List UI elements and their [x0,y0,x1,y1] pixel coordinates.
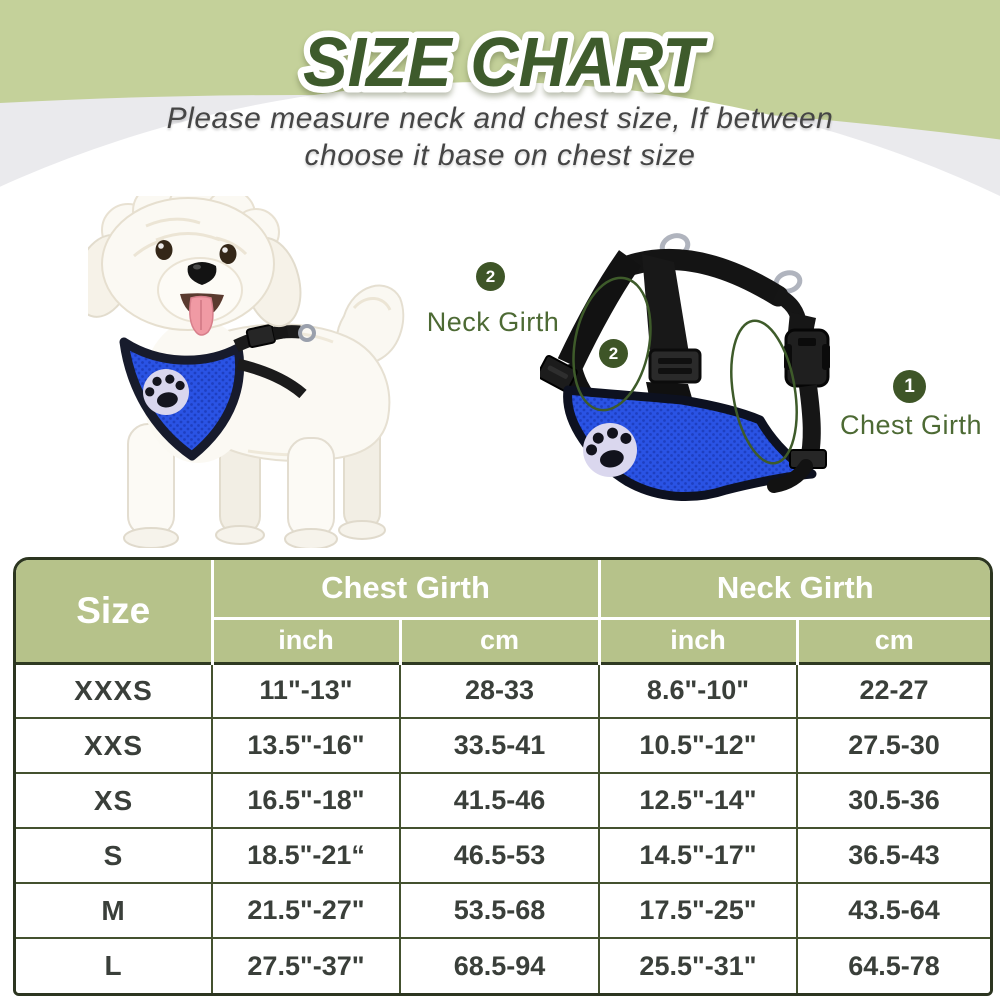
neck-cm-value: 36.5-43 [797,828,990,883]
dog-head [88,196,309,335]
subtitle-line2: choose it base on chest size [304,139,696,172]
neck-girth-badge: 2 [476,262,505,291]
harness-product-photo [540,226,888,526]
neck-girth-group-header: Neck Girth [599,560,990,618]
table-row-xxxs [16,663,990,718]
size-value: L [16,938,212,993]
size-table [13,557,993,996]
size-value: XS [16,773,212,828]
chest-inch-value: 11"-13" [212,663,400,718]
neck-cm-value: 64.5-78 [797,938,990,993]
chest-inch-value: 16.5"-18" [212,773,400,828]
chest-inch-value: 27.5"-37" [212,938,400,993]
chest-cm-value: 68.5-94 [400,938,599,993]
neck-inch-header: inch [599,618,797,663]
size-value: XXXS [16,663,212,718]
neck-inch-value: 25.5"-31" [599,938,797,993]
table-row-l [16,938,990,993]
neck-inch-value: 10.5"-12" [599,718,797,773]
chest-girth-group-header: Chest Girth [212,560,599,618]
chest-cm-value: 53.5-68 [400,883,599,938]
size-value: XXS [16,718,212,773]
chest-inch-header: inch [212,618,400,663]
chest-cm-value: 46.5-53 [400,828,599,883]
dog-eye-left [156,240,173,260]
harness-neck-badge: 2 [599,339,628,368]
neck-cm-value: 43.5-64 [797,883,990,938]
size-value: M [16,883,212,938]
neck-inch-value: 17.5"-25" [599,883,797,938]
dog-eye-right [220,244,237,264]
chest-inch-value: 18.5"-21“ [212,828,400,883]
table-row-xxs [16,718,990,773]
chest-cm-value: 28-33 [400,663,599,718]
neck-girth-label: Neck Girth [426,307,560,337]
neck-inch-value: 8.6"-10" [599,663,797,718]
neck-inch-value: 14.5"-17" [599,828,797,883]
neck-cm-header: cm [797,618,990,663]
chest-cm-header: cm [400,618,599,663]
chest-inch-value: 13.5"-16" [212,718,400,773]
strap-adjuster [650,350,700,382]
chest-inch-value: 21.5"-27" [212,883,400,938]
neck-cm-value: 27.5-30 [797,718,990,773]
subtitle-line1: Please measure neck and chest size, If between [166,102,834,135]
page-title: SIZE CHART [303,23,708,101]
chest-cm-value: 33.5-41 [400,718,599,773]
subtitle [0,100,1000,174]
table-row-xs [16,773,990,828]
table-row-m [16,883,990,938]
dog-photo [88,196,408,548]
table-row-s [16,828,990,883]
neck-cm-value: 22-27 [797,663,990,718]
size-column-header: Size [16,560,212,663]
chest-cm-value: 41.5-46 [400,773,599,828]
neck-cm-value: 30.5-36 [797,773,990,828]
chest-girth-label: Chest Girth [839,410,983,440]
chest-girth-badge: 1 [893,370,926,403]
neck-inch-value: 12.5"-14" [599,773,797,828]
dog-rear-leg [288,438,334,538]
size-value: S [16,828,212,883]
